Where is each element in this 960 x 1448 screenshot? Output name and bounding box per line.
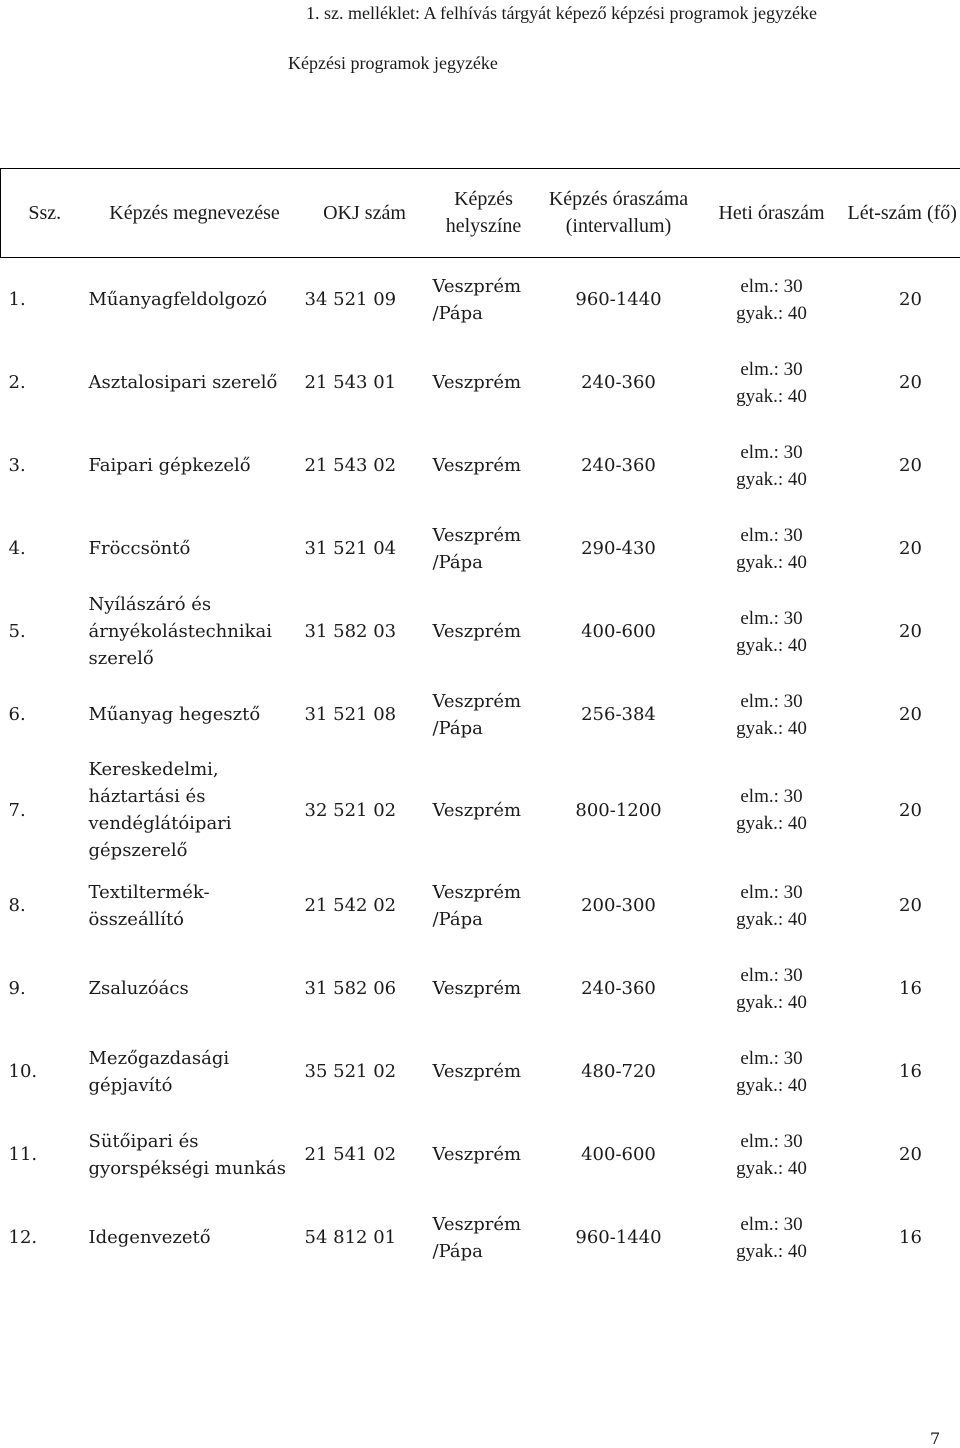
cell-location: Veszprém /Pápa (432, 275, 522, 324)
cell-no: 1. (8, 289, 26, 310)
cell-hours: 240-360 (581, 978, 656, 999)
weekly-elm: elm.: 30 (740, 1213, 803, 1235)
header-location: Képzés helyszíne (429, 169, 539, 258)
cell-name: Műanyagfeldolgozó (88, 289, 268, 310)
weekly-elm: elm.: 30 (740, 690, 803, 712)
cell-no: 2. (8, 372, 26, 393)
cell-headcount: 20 (899, 895, 922, 916)
cell-location: Veszprém /Pápa (432, 690, 522, 739)
cell-headcount: 20 (899, 372, 922, 393)
cell-weekly (699, 507, 845, 590)
weekly-elm: elm.: 30 (740, 964, 803, 986)
table-row (1, 673, 960, 756)
cell-headcount: 16 (899, 1227, 922, 1248)
weekly-elm: elm.: 30 (740, 1130, 803, 1152)
cell-okj: 35 521 02 (304, 1061, 397, 1082)
cell-hours: 960-1440 (575, 289, 662, 310)
weekly-gyak: gyak.: 40 (736, 1157, 807, 1179)
table-body (1, 258, 960, 1280)
cell-okj: 21 543 02 (304, 455, 397, 476)
weekly-elm: elm.: 30 (740, 607, 803, 629)
cell-weekly (699, 258, 845, 342)
cell-okj: 31 521 04 (304, 538, 397, 559)
weekly-gyak: gyak.: 40 (736, 468, 807, 490)
table-row (1, 258, 960, 342)
cell-name: Kereskedelmi, háztartási és vendéglátóipari gépszerelő (88, 759, 232, 861)
cell-weekly (699, 947, 845, 1030)
cell-no: 10. (8, 1061, 38, 1082)
page-number: 7 (930, 1429, 941, 1448)
weekly-gyak: gyak.: 40 (736, 302, 807, 324)
cell-weekly (699, 864, 845, 947)
cell-okj: 31 582 03 (304, 621, 397, 642)
cell-weekly (699, 424, 845, 507)
cell-weekly (699, 673, 845, 756)
cell-name: Textiltermék- összeállító (88, 881, 210, 930)
cell-headcount: 20 (899, 799, 922, 821)
cell-headcount: 20 (899, 538, 922, 559)
cell-okj: 32 521 02 (304, 799, 397, 821)
table-row (1, 1196, 960, 1279)
cell-hours: 240-360 (581, 372, 656, 393)
cell-hours: 400-600 (581, 1144, 656, 1165)
header-okj: OKJ szám (301, 169, 429, 258)
cell-headcount: 16 (899, 1061, 922, 1082)
cell-okj: 34 521 09 (304, 289, 397, 310)
cell-hours: 800-1200 (575, 799, 662, 821)
cell-name: Mezőgazdasági gépjavító (88, 1047, 230, 1096)
cell-location: Veszprém (432, 455, 522, 476)
cell-okj: 21 543 01 (304, 372, 397, 393)
cell-no: 4. (8, 538, 26, 559)
cell-location: Veszprém /Pápa (432, 881, 522, 930)
list-title: Képzési programok jegyzéke (288, 53, 498, 73)
cell-headcount: 20 (899, 621, 922, 642)
table-row (1, 507, 960, 590)
cell-name: Idegenvezető (88, 1227, 211, 1248)
cell-okj: 21 541 02 (304, 1144, 397, 1165)
table-row (1, 1113, 960, 1196)
weekly-elm: elm.: 30 (740, 524, 803, 546)
cell-location: Veszprém /Pápa (432, 1213, 522, 1262)
header-hours: Képzés óraszáma (intervallum) (539, 169, 699, 258)
cell-headcount: 20 (899, 1144, 922, 1165)
cell-location: Veszprém (432, 978, 522, 999)
cell-name: Műanyag hegesztő (88, 704, 261, 725)
weekly-gyak: gyak.: 40 (736, 634, 807, 656)
cell-weekly (699, 590, 845, 673)
cell-name: Sütőipari és gyorspékségi munkás (88, 1130, 286, 1179)
table-header (1, 169, 960, 258)
cell-okj: 31 521 08 (304, 704, 397, 725)
cell-location: Veszprém (432, 799, 522, 821)
cell-no: 9. (8, 978, 26, 999)
cell-hours: 200-300 (581, 895, 656, 916)
cell-hours: 290-430 (581, 538, 656, 559)
weekly-gyak: gyak.: 40 (736, 813, 807, 834)
cell-no: 8. (8, 895, 26, 916)
weekly-gyak: gyak.: 40 (736, 385, 807, 407)
table-row (1, 341, 960, 424)
cell-hours: 960-1440 (575, 1227, 662, 1248)
cell-no: 5. (8, 621, 26, 642)
weekly-gyak: gyak.: 40 (736, 991, 807, 1013)
weekly-gyak: gyak.: 40 (736, 717, 807, 739)
cell-name: Fröccsöntő (88, 538, 191, 559)
weekly-elm: elm.: 30 (740, 786, 803, 807)
cell-no: 11. (8, 1144, 38, 1165)
weekly-gyak: gyak.: 40 (736, 908, 807, 930)
cell-hours: 256-384 (581, 704, 656, 725)
cell-weekly (699, 1030, 845, 1113)
cell-location: Veszprém (432, 621, 522, 642)
header-no: Ssz. (1, 169, 89, 258)
weekly-elm: elm.: 30 (740, 275, 803, 297)
cell-location: Veszprém /Pápa (432, 524, 522, 573)
header-weekly: Heti óraszám (699, 169, 845, 258)
cell-weekly (699, 1196, 845, 1279)
header-headcount: Lét-szám (fő) (845, 169, 960, 258)
weekly-elm: elm.: 30 (740, 358, 803, 380)
cell-name: Asztalosipari szerelő (88, 372, 278, 393)
weekly-gyak: gyak.: 40 (736, 551, 807, 573)
weekly-elm: elm.: 30 (740, 441, 803, 463)
programs-table (0, 168, 960, 1279)
cell-headcount: 20 (899, 289, 922, 310)
weekly-gyak: gyak.: 40 (736, 1240, 807, 1262)
cell-okj: 21 542 02 (304, 895, 397, 916)
cell-no: 12. (8, 1227, 38, 1248)
table-row (1, 947, 960, 1030)
cell-headcount: 20 (899, 455, 922, 476)
table-row (1, 590, 960, 673)
cell-hours: 480-720 (581, 1061, 656, 1082)
cell-weekly (699, 1113, 845, 1196)
weekly-gyak: gyak.: 40 (736, 1074, 807, 1096)
cell-location: Veszprém (432, 372, 522, 393)
cell-location: Veszprém (432, 1061, 522, 1082)
cell-no: 3. (8, 455, 26, 476)
cell-no: 6. (8, 704, 26, 725)
cell-headcount: 20 (899, 704, 922, 725)
annex-title: 1. sz. melléklet: A felhívás tárgyát képező képzési programok jegyzéke (306, 3, 817, 23)
cell-headcount: 16 (899, 978, 922, 999)
cell-hours: 400-600 (581, 621, 656, 642)
table-row (1, 424, 960, 507)
table-row (1, 864, 960, 947)
table-row (1, 756, 960, 864)
header-name: Képzés megnevezése (89, 169, 301, 258)
cell-name: Nyílászáró és árnyékolástechnikai szerelő (88, 594, 273, 669)
cell-no: 7. (8, 799, 26, 821)
cell-name: Zsaluzóács (88, 978, 189, 999)
cell-weekly (699, 341, 845, 424)
table-row (1, 1030, 960, 1113)
header-row (1, 169, 960, 258)
cell-name: Faipari gépkezelő (88, 455, 251, 476)
cell-location: Veszprém (432, 1144, 522, 1165)
cell-okj: 31 582 06 (304, 978, 397, 999)
cell-okj: 54 812 01 (304, 1227, 397, 1248)
weekly-elm: elm.: 30 (740, 881, 803, 903)
cell-hours: 240-360 (581, 455, 656, 476)
cell-weekly (699, 756, 845, 864)
weekly-elm: elm.: 30 (740, 1047, 803, 1069)
